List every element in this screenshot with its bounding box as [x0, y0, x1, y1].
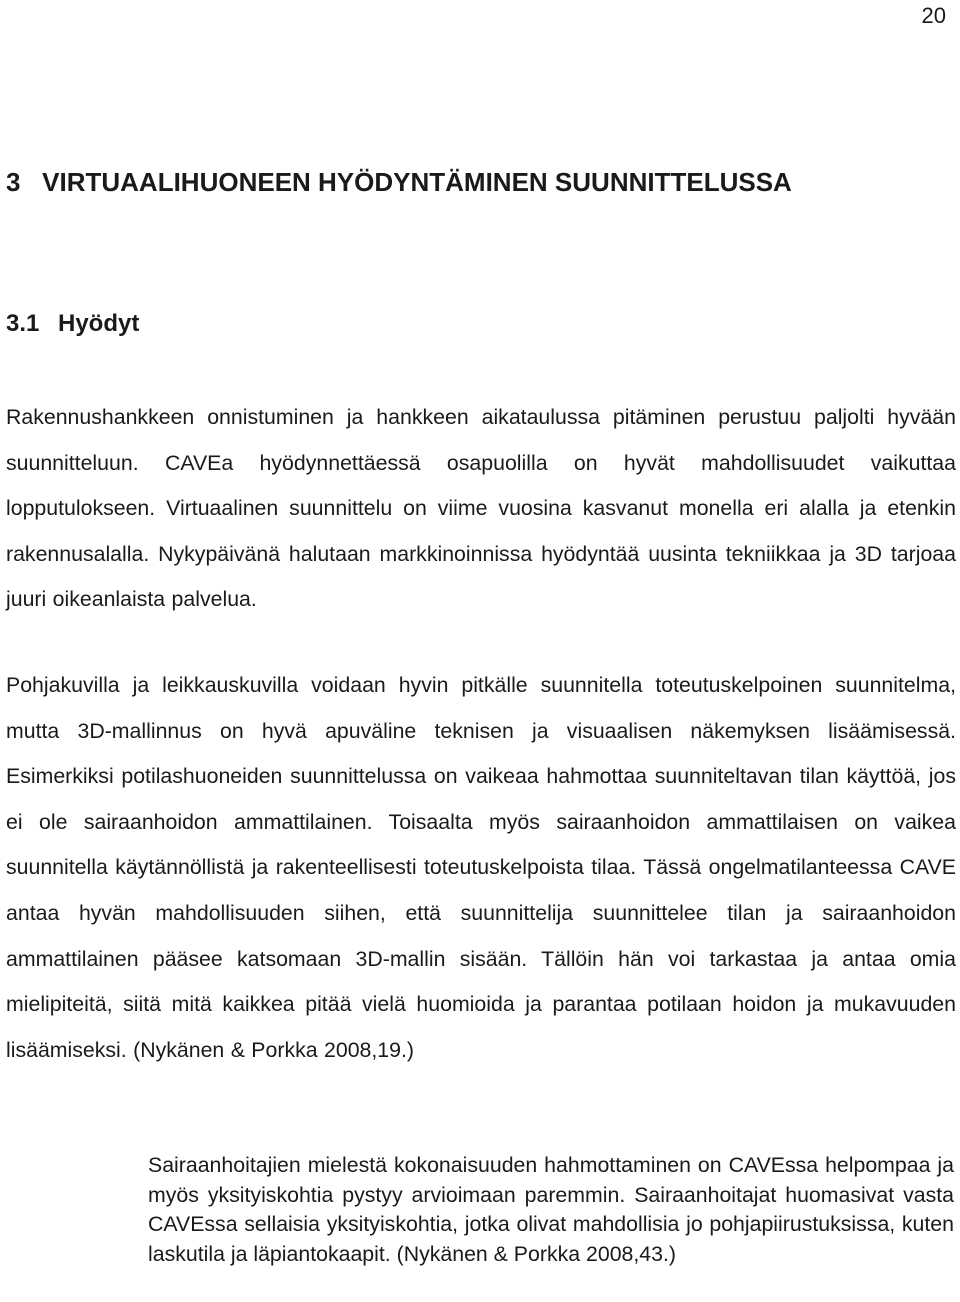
section-heading — [6, 306, 139, 342]
section-title: Hyödyt — [58, 310, 140, 337]
body-paragraph: Rakennushankkeen onnistuminen ja hankkeen aikataulussa pitäminen perustuu paljolti hyvään suunnitteluun. CAVEa hyödynnettäessä osapuolilla on hyvät mahdollisuudet vaikuttaa lopputulokseen. Virtuaalinen suunnittelu on viime vuosina kasvanut monella eri alalla ja etenkin rakennusalalla. Nykypäivänä halutaan markkinoinnissa hyödyntää uusinta tekniikkaa ja 3D tarjoaa juuri oikeanlaista palvelua. — [6, 405, 956, 612]
chapter-number: 3 — [6, 167, 21, 197]
body-paragraph: Pohjakuvilla ja leikkauskuvilla voidaan hyvin pitkälle suunnitella toteutuskelpoinen suunnitelma, mutta 3D-mallinnus on hyvä apuväline teknisen ja visuaalisen näkemyksen lisäämisessä. Esimerkiksi potilashuoneiden suunnittelussa on vaikeaa hahmottaa suunniteltavan tilan käyttöä, jos ei ole sairaanhoidon ammattilainen. Toisaalta myös sairaanhoidon ammattilaisen on vaikea suunnitella käytännöllistä ja rakenteellisesti toteutuskelpoista tilaa. Tässä ongelmatilanteessa CAVE antaa hyvän mahdollisuuden siihen, että suunnittelija suunnittelee tilan ja sairaanhoidon ammattilainen pääsee katsomaan 3D-mallin sisään. Tällöin hän voi tarkastaa ja antaa omia mielipiteitä, siitä mitä kaikkea pitää vielä huomioida ja parantaa potilaan hoidon ja mukavuuden lisäämiseksi. (Nykänen & Porkka 2008,19.) — [6, 673, 956, 1062]
chapter-heading — [6, 164, 946, 200]
page-number: 20 — [921, 3, 946, 28]
section-number: 3.1 — [6, 310, 40, 337]
block-quote: Sairaanhoitajien mielestä kokonaisuuden hahmottaminen on CAVEssa helpompaa ja myös yksityiskohtia pystyy arvioimaan paremmin. Sairaanhoitajat huomasivat vasta CAVEssa sellaisia yksityiskohtia, jotka olivat mahdollisia jo pohjapiirustuksissa, kuten laskutila ja läpiantokaapit. (Nykänen & Porkka 2008,43.) — [148, 1153, 954, 1266]
chapter-title: VIRTUAALIHUONEEN HYÖDYNTÄMINEN SUUNNITTELUSSA — [42, 167, 792, 197]
